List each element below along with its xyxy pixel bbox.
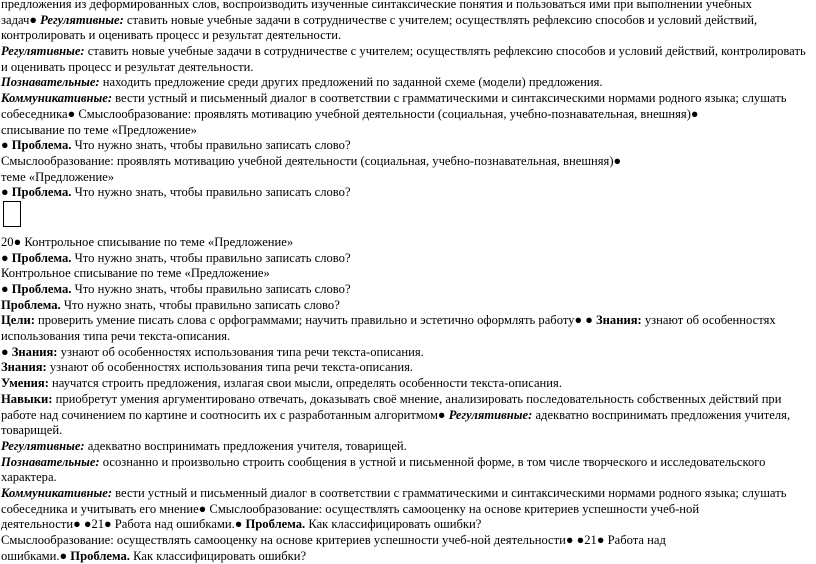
text-line — [1, 329, 801, 345]
text-run: 20● Контрольное списывание по теме «Предложение» — [1, 234, 294, 249]
text-run: Что нужно знать, чтобы правильно записать слово? — [71, 138, 351, 153]
text-line — [1, 376, 801, 392]
text-run: адекватно воспринимать предложения учителя, товарищей. — [84, 438, 407, 453]
bold-label: Навыки: — [1, 391, 53, 406]
text-line — [1, 266, 801, 282]
text-block-upper — [1, 0, 806, 201]
text-line — [1, 0, 801, 13]
text-line — [1, 392, 801, 408]
text-run: предложения из деформированных слов, воспроизводить изученные синтаксические понятия и пользоваться ими при выполнении учебных — [1, 0, 752, 11]
text-run: вести устный и письменный диалог в соответствии с грамматическими и синтаксическими нормами родного языка; слушать — [112, 485, 787, 500]
document-page — [1, 0, 806, 564]
text-line — [1, 549, 801, 564]
text-run: научатся строить предложения, излагая свои мысли, определять особенности текста-описания. — [48, 376, 562, 391]
text-run: приобретут умения аргументировано отвечать, доказывать своё мнение, анализировать последовательность собственных действий при — [52, 391, 782, 406]
text-line — [1, 170, 801, 186]
text-run: собеседника и учитывать его мнение● Смыслообразование: осуществлять самооценку на основе критериев успешности учеб-ной — [1, 501, 700, 516]
text-run: деятельности● ●21● Работа над ошибками.● — [1, 517, 246, 532]
bold-label: Цели: — [1, 313, 35, 328]
bold-label: Регулятивные: — [1, 44, 85, 59]
text-run: собеседника● Смыслообразование: проявлять мотивацию учебной деятельности (социальная, учебно-познавательная, внешняя)● — [1, 106, 699, 121]
text-run: находить предложение среди других предложений по заданной схеме (модели) предложения. — [99, 75, 603, 90]
text-run: Что нужно знать, чтобы правильно записать слово? — [71, 185, 351, 200]
empty-table-cell — [3, 201, 21, 227]
text-line — [1, 423, 801, 439]
text-line — [1, 138, 801, 154]
text-run: работе над сочинением по картине и соотносить их с разработанным алгоритмом● — [1, 407, 449, 422]
text-line — [1, 60, 801, 76]
text-run: Что нужно знать, чтобы правильно записать слово? — [71, 250, 351, 265]
text-line — [1, 517, 801, 533]
text-line — [1, 408, 801, 424]
text-line — [1, 154, 801, 170]
text-run: вести устный и письменный диалог в соответствии с грамматическими и синтаксическими нормами родного языка; слушать — [112, 91, 787, 106]
text-block-lower — [1, 235, 801, 564]
text-line — [1, 533, 801, 549]
text-line — [1, 455, 801, 471]
text-line — [1, 313, 801, 329]
text-line — [1, 13, 801, 29]
text-line — [1, 185, 801, 201]
text-run: Контрольное списывание по теме «Предложение» — [1, 266, 270, 281]
text-line — [1, 345, 801, 361]
text-run: контролировать и оценивать процесс и результат деятельности. — [1, 28, 342, 43]
bold-label: Регулятивные: — [448, 407, 533, 422]
text-line — [1, 91, 801, 107]
text-run: характера. — [1, 470, 57, 485]
text-line — [1, 282, 801, 298]
text-line — [1, 298, 801, 314]
text-run: адекватно воспринимать предложения учителя, — [532, 407, 791, 422]
text-line — [1, 360, 801, 376]
bold-label: Регулятивные: — [40, 12, 124, 27]
bold-label: Регулятивные: — [1, 438, 85, 453]
text-run: ● — [1, 344, 12, 359]
text-line — [1, 28, 801, 44]
bold-label: Проблема. — [11, 250, 72, 265]
text-line — [1, 75, 801, 91]
bold-label: Умения: — [1, 376, 49, 391]
bold-label: Коммуникативные: — [1, 485, 113, 500]
text-line — [1, 502, 801, 518]
text-run: задач● — [1, 12, 41, 27]
bold-label: Знания: — [1, 360, 47, 375]
text-run: теме «Предложение» — [1, 169, 115, 184]
bold-label: Проблема. — [245, 517, 306, 532]
bold-label: Проблема. — [11, 138, 72, 153]
text-line — [1, 486, 801, 502]
text-run: ставить новые учебные задачи в сотрудничестве с учителем; осуществлять рефлексию способов и условий действий, — [123, 12, 758, 27]
bold-label: Познавательные: — [1, 75, 100, 90]
text-run: ошибками.● — [1, 548, 71, 563]
spacer — [1, 227, 801, 235]
text-run: ● — [1, 185, 12, 200]
text-line — [1, 251, 801, 267]
text-run: Как классифицировать ошибки? — [305, 517, 482, 532]
text-run: ● — [1, 138, 12, 153]
text-run: Смыслообразование: проявлять мотивацию учебной деятельности (социальная, учебно-познавательная, внешняя)● — [1, 153, 622, 168]
text-run: Смыслообразование: осуществлять самооценку на основе критериев успешности учеб-ной деятельности● ●21● Работа над — [1, 533, 666, 547]
bold-label: Знания: — [596, 313, 642, 328]
bold-label: Проблема. — [70, 548, 130, 563]
text-run: товарищей. — [1, 423, 63, 438]
text-line — [1, 470, 801, 486]
text-run: ставить новые учебные задачи в сотрудничестве с учителем; осуществлять рефлексию способов и условий действий, контролировать — [84, 44, 806, 59]
text-line — [1, 439, 801, 455]
text-run: ● — [1, 250, 12, 265]
text-line — [1, 107, 801, 123]
bold-label: Проблема. — [11, 185, 72, 200]
bold-label: Проблема. — [1, 297, 61, 312]
text-run: использования типа речи текста-описания. — [1, 329, 231, 344]
text-run: узнают об особенностях — [641, 313, 776, 328]
text-run: узнают об особенностях использования типа речи текста-описания. — [46, 360, 414, 375]
text-run: узнают об особенностях использования типа речи текста-описания. — [57, 344, 424, 359]
text-line — [1, 123, 801, 139]
bold-label: Проблема. — [11, 282, 72, 296]
text-line — [1, 235, 801, 251]
bold-label: Знания: — [11, 344, 58, 359]
text-run: Как классифицировать ошибки? — [129, 548, 307, 563]
text-run: Что нужно знать, чтобы правильно записать слово? — [71, 282, 351, 296]
text-run: Что нужно знать, чтобы правильно записать слово? — [60, 297, 340, 312]
bold-label: Коммуникативные: — [1, 91, 113, 106]
text-run: проверить умение писать слова с орфограммами; научить правильно и эстетично оформлять работу● ● — [34, 313, 596, 328]
text-run: и оценивать процесс и результат деятельности. — [1, 59, 254, 74]
text-run: осознанно и произвольно строить сообщения в устной и письменной форме, в том числе творческого и исследовательского — [99, 454, 766, 469]
bold-label: Познавательные: — [1, 454, 100, 469]
text-line — [1, 44, 806, 60]
text-run: списывание по теме «Предложение» — [1, 122, 197, 137]
text-run: ● — [1, 282, 12, 296]
